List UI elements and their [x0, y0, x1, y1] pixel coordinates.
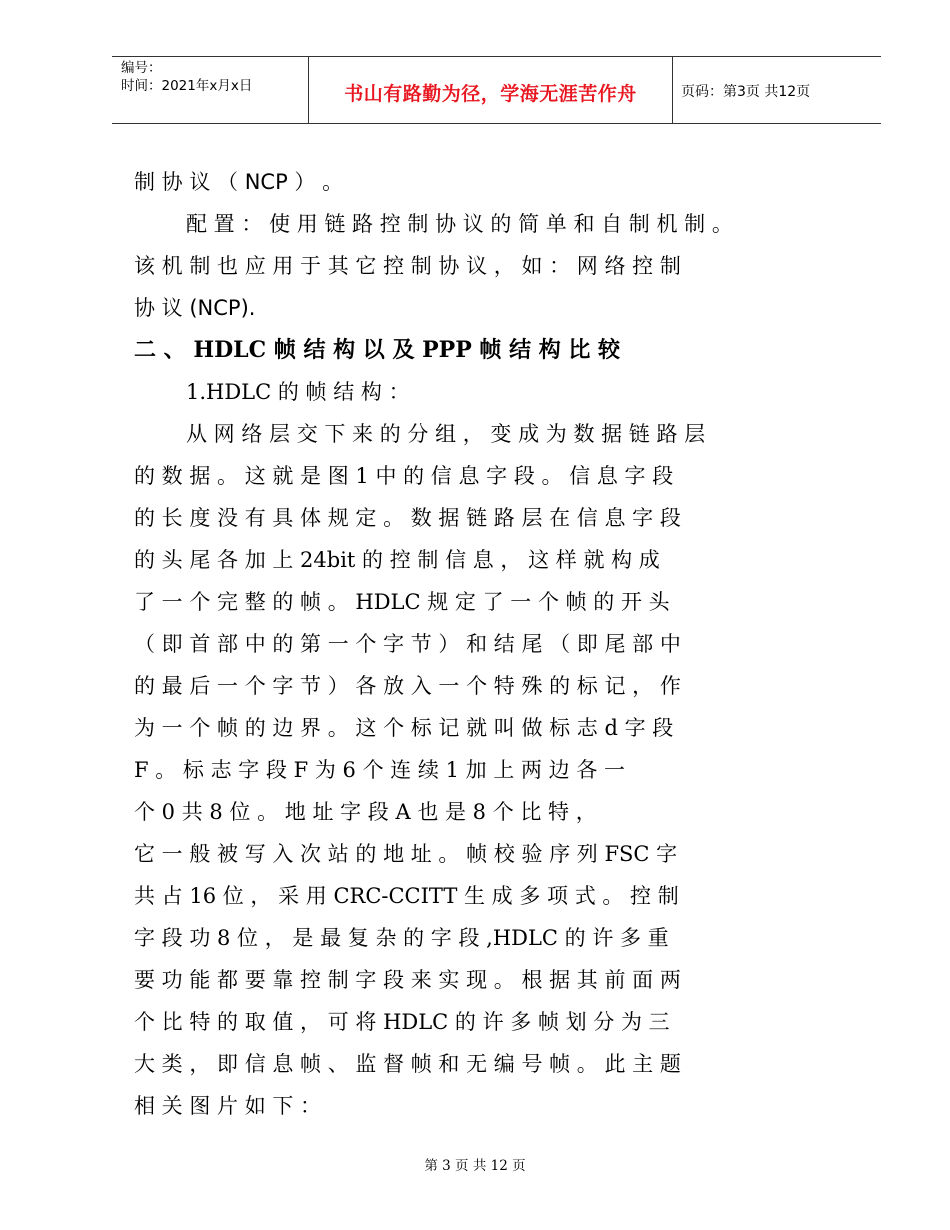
page-footer: 第 3 页 共 12 页 — [424, 1158, 526, 1174]
text-line: 要 功 能 都 要 靠 控 制 字 段 来 实 现 。 根 据 其 前 面 两 — [134, 968, 681, 992]
text-line: 的 数 据 。 这 就 是 图 1 中 的 信 息 字 段 。 信 息 字 段 — [134, 464, 674, 488]
text-line: 个 0 共 8 位 。 地 址 字 段 A 也 是 8 个 比 特 ， — [134, 800, 597, 824]
text-line: 个 比 特 的 取 值 ， 可 将 HDLC 的 许 多 帧 划 分 为 三 — [134, 1010, 670, 1034]
text-line: （ 即 首 部 中 的 第 一 个 字 节 ） 和 结 尾 （ 即 尾 部 中 — [134, 632, 681, 656]
text-line: 共 占 16 位 ， 采 用 CRC-CCITT 生 成 多 项 式 。 控 制 — [134, 884, 679, 908]
text-line: 它 一 般 被 写 入 次 站 的 地 址 。 帧 校 验 序 列 FSC 字 — [134, 842, 678, 866]
text-line: 相 关 图 片 如 下 ： — [134, 1094, 322, 1118]
text-line: 从 网 络 层 交 下 来 的 分 组 ， 变 成 为 数 据 链 路 层 — [186, 422, 706, 446]
date-label: 时间：2021年x月x日 — [121, 78, 253, 94]
text-line: 的 长 度 没 有 具 体 规 定 。 数 据 链 路 层 在 信 息 字 段 — [134, 506, 681, 530]
text-line: 该 机 制 也 应 用 于 其 它 控 制 协 议 ， 如 ： 网 络 控 制 — [134, 254, 681, 278]
text-line: 的 头 尾 各 加 上 24bit 的 控 制 信 息 ， 这 样 就 构 成 — [134, 548, 660, 572]
motto-text: 书山有路勤为径，学海无涯苦作舟 — [344, 83, 637, 105]
text-line: 协 议 (NCP). — [134, 296, 256, 320]
header-motto-cell — [308, 57, 673, 123]
text-line: 配 置 ： 使 用 链 路 控 制 协 议 的 简 单 和 自 制 机 制 。 — [186, 212, 733, 236]
subsection-heading: 1.HDLC 的 帧 结 构 ： — [186, 380, 410, 404]
text-line: 为 一 个 帧 的 边 界 。 这 个 标 记 就 叫 做 标 志 d 字 段 — [134, 716, 674, 740]
page-header — [112, 56, 881, 124]
text-line: 制 协 议 （ NCP ） 。 — [134, 170, 344, 194]
page-code: 页码：第3页 共12页 — [681, 84, 811, 100]
text-line: F 。 标 志 字 段 F 为 6 个 连 续 1 加 上 两 边 各 一 — [134, 758, 626, 782]
section-heading: 二 、 HDLC 帧 结 构 以 及 PPP 帧 结 构 比 较 — [134, 337, 621, 363]
header-page-cell — [672, 57, 881, 123]
header-meta-cell — [112, 57, 308, 123]
serial-number-label: 编号： — [121, 60, 162, 76]
text-line: 了 一 个 完 整 的 帧 。 HDLC 规 定 了 一 个 帧 的 开 头 — [134, 590, 670, 614]
text-line: 字 段 功 8 位 ， 是 最 复 杂 的 字 段 ,HDLC 的 许 多 重 — [134, 926, 669, 950]
text-line: 大 类 ， 即 信 息 帧 、 监 督 帧 和 无 编 号 帧 。 此 主 题 — [134, 1052, 681, 1076]
text-line: 的 最 后 一 个 字 节 ） 各 放 入 一 个 特 殊 的 标 记 ， 作 — [134, 674, 681, 698]
